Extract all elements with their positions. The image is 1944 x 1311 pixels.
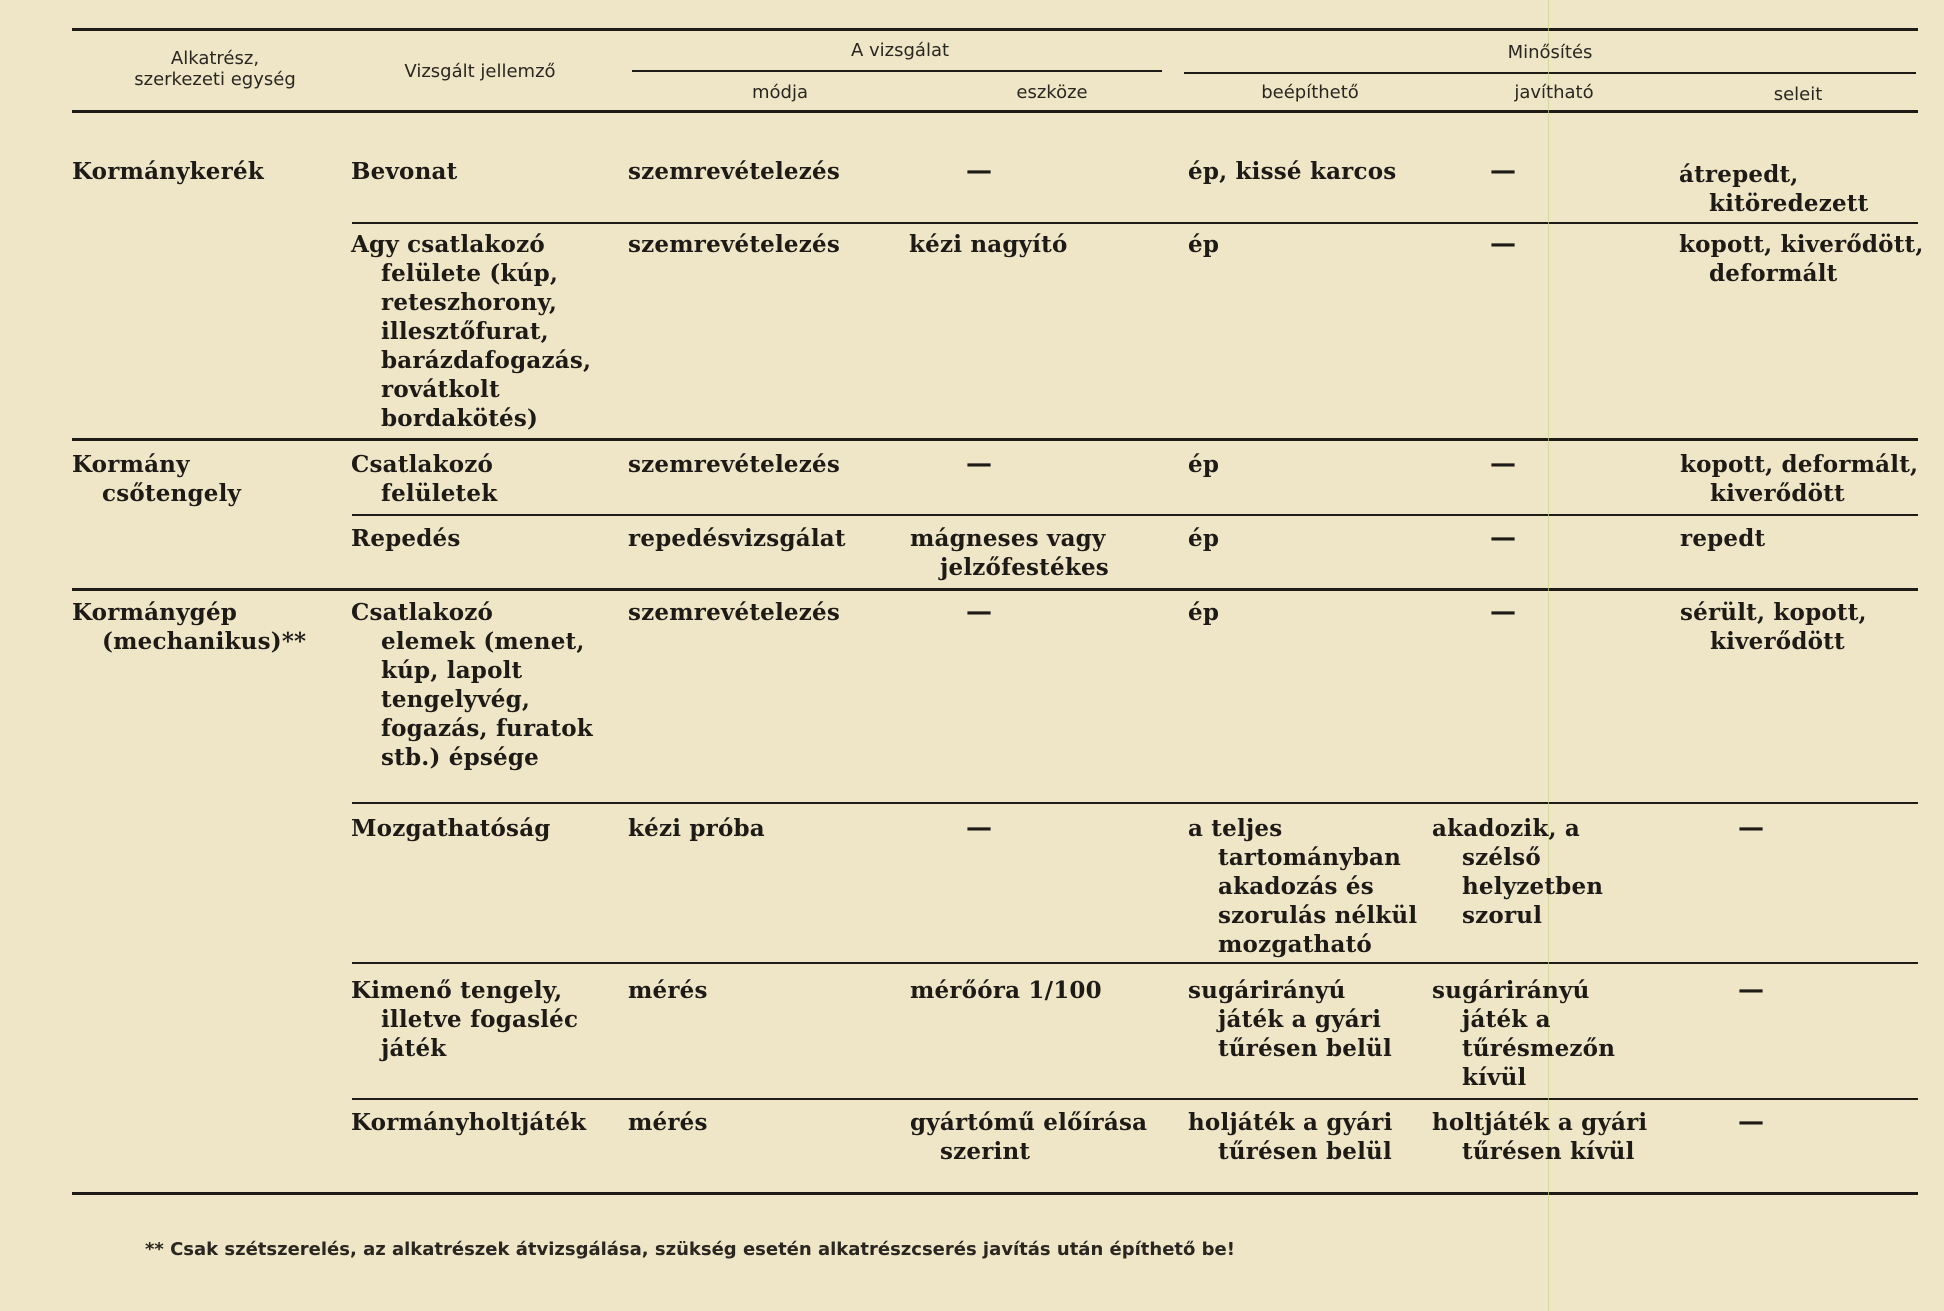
part-cell: Kormány csőtengely: [72, 451, 242, 507]
method-cell: repedésvizsgálat: [628, 525, 846, 552]
method-cell: kézi próba: [628, 815, 765, 842]
group1-underline: [632, 70, 1162, 72]
tool-cell: kézi nagyító: [909, 231, 1068, 258]
feature-cell: Kormányholtjáték: [351, 1109, 587, 1136]
part-cell: Kormánygép (mechanikus)**: [72, 599, 307, 655]
repairable-cell: —: [1490, 597, 1516, 627]
row-rule: [352, 962, 1918, 964]
repairable-cell: akadozik, a szélső helyzetben szorul: [1432, 815, 1604, 929]
group-rule: [72, 588, 1918, 591]
method-cell: szemrevételezés: [628, 599, 840, 626]
method-cell: mérés: [628, 977, 708, 1004]
installable-cell: holjáték a gyári tűrésen belül: [1188, 1109, 1393, 1165]
installable-cell: ép, kissé karcos: [1188, 158, 1397, 185]
installable-cell: ép: [1188, 451, 1220, 478]
tool-cell: —: [966, 156, 992, 186]
installable-cell: sugárirányú játék a gyári tűrésen belül: [1188, 977, 1392, 1062]
footnote: ** Csak szétszerelés, az alkatrészek átvizsgálása, szükség esetén alkatrészcserés javítás után építhető be!: [145, 1239, 1235, 1260]
header-rating: Minősítés: [1507, 42, 1593, 63]
group-rule: [72, 438, 1918, 441]
feature-cell: Bevonat: [351, 158, 458, 185]
part-cell: Kormánykerék: [72, 158, 264, 185]
method-cell: mérés: [628, 1109, 708, 1136]
header-reject: seleit: [1773, 84, 1823, 105]
reject-cell: —: [1738, 1107, 1764, 1137]
repairable-cell: sugárirányú játék a tűrésmezőn kívül: [1432, 977, 1616, 1091]
group2-underline: [1184, 72, 1916, 74]
reject-cell: repedt: [1680, 525, 1766, 552]
header-part: Alkatrész, szerkezeti egység: [134, 48, 296, 90]
repairable-cell: —: [1490, 229, 1516, 259]
repairable-cell: —: [1490, 523, 1516, 553]
header-repairable: javítható: [1514, 82, 1594, 103]
installable-cell: ép: [1188, 231, 1220, 258]
header-method: módja: [751, 82, 808, 103]
repairable-cell: holtjáték a gyári tűrésen kívül: [1432, 1109, 1648, 1165]
tool-cell: mágneses vagy jelzőfestékes: [910, 525, 1109, 581]
row-rule: [352, 514, 1918, 516]
header-installable: beépíthető: [1261, 82, 1359, 103]
header-bottom-rule: [72, 110, 1918, 113]
method-cell: szemrevételezés: [628, 231, 840, 258]
feature-cell: Repedés: [351, 525, 461, 552]
table-top-rule: [72, 28, 1918, 31]
installable-cell: ép: [1188, 525, 1220, 552]
header-inspection: A vizsgálat: [850, 40, 950, 61]
row-rule: [352, 222, 1918, 224]
installable-cell: ép: [1188, 599, 1220, 626]
row-rule: [352, 802, 1918, 804]
feature-cell: Agy csatlakozó felülete (kúp, reteszhorony, illesztőfurat, barázdafogazás, rovátkolt bordakötés): [351, 231, 592, 432]
installable-cell: a teljes tartományban akadozás és szorulás nélkül mozgatható: [1188, 815, 1418, 958]
feature-cell: Csatlakozó elemek (menet, kúp, lapolt tengelyvég, fogazás, furatok stb.) épsége: [351, 599, 593, 771]
tool-cell: gyártómű előírása szerint: [910, 1109, 1148, 1165]
reject-cell: —: [1738, 975, 1764, 1005]
tool-cell: —: [966, 597, 992, 627]
reject-cell: kopott, kiverődött, deformált: [1679, 231, 1924, 287]
repairable-cell: —: [1490, 156, 1516, 186]
feature-cell: Csatlakozó felületek: [351, 451, 498, 507]
reject-cell: sérült, kopott, kiverődött: [1680, 599, 1867, 655]
header-feature: Vizsgált jellemző: [404, 61, 556, 82]
feature-cell: Mozgathatóság: [351, 815, 551, 842]
row-rule: [352, 1098, 1918, 1100]
method-cell: szemrevételezés: [628, 451, 840, 478]
table-bottom-rule: [72, 1192, 1918, 1195]
reject-cell: kopott, deformált, kiverődött: [1680, 451, 1919, 507]
tool-cell: mérőóra 1/100: [910, 977, 1102, 1004]
tool-cell: —: [966, 449, 992, 479]
reject-cell: —: [1738, 813, 1764, 843]
tool-cell: —: [966, 813, 992, 843]
header-tool: eszköze: [1016, 82, 1088, 103]
feature-cell: Kimenő tengely, illetve fogasléc játék: [351, 977, 579, 1062]
repairable-cell: —: [1490, 449, 1516, 479]
reject-cell: átrepedt, kitöredezett: [1679, 161, 1869, 217]
method-cell: szemrevételezés: [628, 158, 840, 185]
